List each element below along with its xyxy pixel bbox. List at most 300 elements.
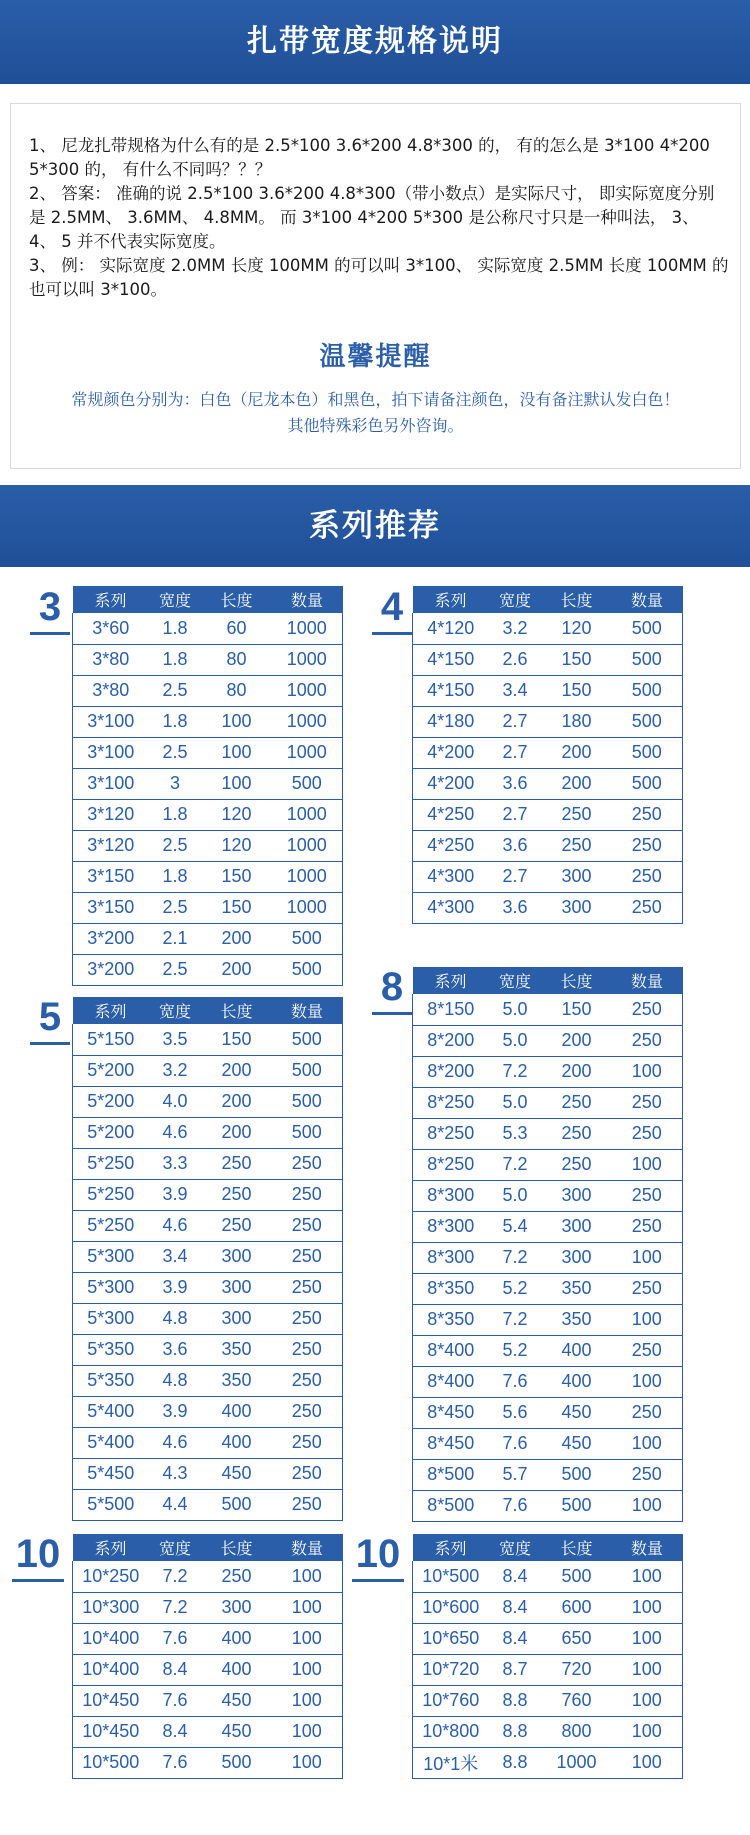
table-cell: 1000 xyxy=(272,613,343,644)
table-cell: 100 xyxy=(612,1242,683,1273)
column-header: 长度 xyxy=(202,997,272,1024)
column-header: 宽度 xyxy=(149,1534,202,1561)
table-cell: 250 xyxy=(272,1458,343,1489)
table-row xyxy=(413,1716,683,1747)
table-cell: 100 xyxy=(202,768,272,799)
table-cell: 100 xyxy=(202,706,272,737)
info-panel xyxy=(10,103,741,469)
table-cell: 1000 xyxy=(272,644,343,675)
table-row xyxy=(73,1148,343,1179)
tips-title: 温馨提醒 xyxy=(319,342,432,372)
table-cell: 250 xyxy=(612,861,683,892)
tips-line-1: 常规颜色分别为：白色（尼龙本色）和黑色，拍下请备注颜色，没有备注默认发白色！ xyxy=(71,390,680,409)
faq-item-3: 3、 例： 实际宽度 2.0MM 长度 100MM 的可以叫 3*100、 实际宽度 2.5MM 长度 100MM 的也可以叫 3*100。 xyxy=(29,256,729,299)
table-cell: 2.5 xyxy=(149,830,202,861)
table-cell: 5.2 xyxy=(489,1273,542,1304)
table-header-row xyxy=(73,1534,343,1561)
table-row xyxy=(413,892,683,923)
table-cell: 2.7 xyxy=(489,706,542,737)
table-cell: 4*200 xyxy=(413,768,489,799)
table-cell: 8*150 xyxy=(413,994,489,1025)
table-cell: 3.4 xyxy=(489,675,542,706)
table-cell: 250 xyxy=(612,1180,683,1211)
table-cell: 250 xyxy=(542,1118,612,1149)
table-cell: 500 xyxy=(272,1086,343,1117)
table-cell: 5*350 xyxy=(73,1365,149,1396)
column-header: 长度 xyxy=(542,586,612,613)
table-cell: 8*350 xyxy=(413,1304,489,1335)
table-cell: 3*100 xyxy=(73,706,149,737)
table-cell: 3*150 xyxy=(73,892,149,923)
table-cell: 300 xyxy=(542,892,612,923)
table-cell: 100 xyxy=(612,1149,683,1180)
table-cell: 4*200 xyxy=(413,737,489,768)
table-cell: 250 xyxy=(272,1179,343,1210)
table-cell: 180 xyxy=(542,706,612,737)
table-cell: 3*200 xyxy=(73,954,149,985)
table-row xyxy=(413,1273,683,1304)
table-cell: 400 xyxy=(542,1366,612,1397)
table-cell: 8*350 xyxy=(413,1273,489,1304)
table-cell: 120 xyxy=(202,799,272,830)
table-cell: 8*450 xyxy=(413,1397,489,1428)
table-cell: 300 xyxy=(202,1303,272,1334)
table-row xyxy=(413,1149,683,1180)
table-cell: 10*800 xyxy=(413,1716,489,1747)
table-cell: 250 xyxy=(612,799,683,830)
column-header: 数量 xyxy=(612,1534,683,1561)
table-row xyxy=(413,1025,683,1056)
table-cell: 8.4 xyxy=(489,1623,542,1654)
table-cell: 10*650 xyxy=(413,1623,489,1654)
table-cell: 1000 xyxy=(542,1747,612,1778)
table-cell: 10*450 xyxy=(73,1716,149,1747)
table-cell: 3*80 xyxy=(73,675,149,706)
table-cell: 200 xyxy=(202,1055,272,1086)
table-row xyxy=(73,1365,343,1396)
table-cell: 10*450 xyxy=(73,1685,149,1716)
table-cell: 2.5 xyxy=(149,675,202,706)
table-cell: 5*250 xyxy=(73,1179,149,1210)
table-cell: 8*200 xyxy=(413,1056,489,1087)
table-cell: 250 xyxy=(612,892,683,923)
table-cell: 5*200 xyxy=(73,1055,149,1086)
table-cell: 760 xyxy=(542,1685,612,1716)
spec-table-series-3 xyxy=(72,586,343,986)
table-cell: 100 xyxy=(612,1747,683,1778)
table-cell: 4*300 xyxy=(413,892,489,923)
table-cell: 250 xyxy=(272,1272,343,1303)
table-cell: 10*600 xyxy=(413,1592,489,1623)
table-cell: 8*300 xyxy=(413,1242,489,1273)
table-cell: 500 xyxy=(542,1490,612,1521)
table-row xyxy=(413,1561,683,1592)
table-cell: 3.6 xyxy=(489,768,542,799)
table-row xyxy=(413,675,683,706)
table-cell: 1000 xyxy=(272,799,343,830)
table-cell: 8.4 xyxy=(149,1654,202,1685)
table-cell: 10*400 xyxy=(73,1623,149,1654)
table-row xyxy=(73,1623,343,1654)
table-cell: 250 xyxy=(612,1025,683,1056)
table-cell: 2.7 xyxy=(489,799,542,830)
tips-text xyxy=(11,387,740,439)
table-cell: 4*300 xyxy=(413,861,489,892)
table-cell: 2.7 xyxy=(489,861,542,892)
column-header: 数量 xyxy=(272,997,343,1024)
table-cell: 10*400 xyxy=(73,1654,149,1685)
table-cell: 250 xyxy=(202,1561,272,1592)
table-cell: 500 xyxy=(272,768,343,799)
table-cell: 250 xyxy=(272,1396,343,1427)
table-row xyxy=(413,1335,683,1366)
table-cell: 2.6 xyxy=(489,644,542,675)
table-cell: 300 xyxy=(542,1242,612,1273)
table-cell: 7.2 xyxy=(149,1561,202,1592)
table-row xyxy=(73,768,343,799)
table-cell: 1000 xyxy=(272,830,343,861)
series-number xyxy=(372,965,412,1009)
faq-item-2: 2、 答案： 准确的说 2.5*100 3.6*200 4.8*300（带小数点）是实际尺寸， 即实际宽度分别是 2.5MM、 3.6MM、 4.8MM。 而 3*100 4*200 5*300 是公称尺寸只是一种叫法， 3、 4、 5 并不代表实际宽度。 xyxy=(29,184,715,251)
table-row xyxy=(413,1747,683,1778)
table-row xyxy=(413,830,683,861)
table-cell: 250 xyxy=(202,1179,272,1210)
table-cell: 100 xyxy=(612,1716,683,1747)
table-cell: 4*150 xyxy=(413,644,489,675)
table-row xyxy=(73,954,343,985)
table-cell: 100 xyxy=(272,1654,343,1685)
table-header-row xyxy=(413,967,683,994)
table-cell: 350 xyxy=(542,1304,612,1335)
table-cell: 1.8 xyxy=(149,644,202,675)
table-cell: 150 xyxy=(202,861,272,892)
table-cell: 8*250 xyxy=(413,1118,489,1149)
table-cell: 400 xyxy=(542,1335,612,1366)
table-row xyxy=(73,1427,343,1458)
table-cell: 5*200 xyxy=(73,1086,149,1117)
table-cell: 100 xyxy=(272,1561,343,1592)
series-number-label: 4 xyxy=(380,585,404,629)
column-header: 长度 xyxy=(542,1534,612,1561)
table-cell: 250 xyxy=(542,830,612,861)
table-cell: 500 xyxy=(272,1117,343,1148)
table-cell: 250 xyxy=(612,1211,683,1242)
table-row xyxy=(73,1458,343,1489)
table-cell: 10*500 xyxy=(413,1561,489,1592)
column-header: 系列 xyxy=(413,586,489,613)
column-header: 数量 xyxy=(612,586,683,613)
table-cell: 1.8 xyxy=(149,706,202,737)
table-row xyxy=(73,1272,343,1303)
table-cell: 1000 xyxy=(272,892,343,923)
table-row xyxy=(73,1210,343,1241)
column-header: 数量 xyxy=(612,967,683,994)
series-number xyxy=(12,1532,64,1576)
table-row xyxy=(73,1334,343,1365)
table-cell: 8*250 xyxy=(413,1087,489,1118)
table-cell: 100 xyxy=(612,1561,683,1592)
table-cell: 5*300 xyxy=(73,1303,149,1334)
table-row xyxy=(73,1747,343,1778)
table-cell: 7.2 xyxy=(489,1149,542,1180)
table-cell: 5.4 xyxy=(489,1211,542,1242)
column-header: 系列 xyxy=(73,1534,149,1561)
table-cell: 5*250 xyxy=(73,1148,149,1179)
table-cell: 100 xyxy=(612,1304,683,1335)
spec-table-series-10 xyxy=(412,1534,683,1779)
table-cell: 3.6 xyxy=(489,830,542,861)
table-cell: 500 xyxy=(202,1489,272,1520)
table-row xyxy=(73,706,343,737)
table-cell: 2.5 xyxy=(149,954,202,985)
table-cell: 7.6 xyxy=(149,1685,202,1716)
table-cell: 8*300 xyxy=(413,1180,489,1211)
table-cell: 800 xyxy=(542,1716,612,1747)
table-cell: 10*500 xyxy=(73,1747,149,1778)
table-cell: 100 xyxy=(612,1623,683,1654)
table-cell: 250 xyxy=(542,1149,612,1180)
table-cell: 350 xyxy=(542,1273,612,1304)
spec-table-series-8 xyxy=(412,967,683,1522)
faq-section xyxy=(29,134,729,302)
table-cell: 100 xyxy=(612,1428,683,1459)
table-cell: 8.4 xyxy=(489,1592,542,1623)
table-cell: 200 xyxy=(202,923,272,954)
table-cell: 250 xyxy=(612,1397,683,1428)
table-cell: 120 xyxy=(542,613,612,644)
table-cell: 250 xyxy=(272,1334,343,1365)
table-row xyxy=(413,1397,683,1428)
table-cell: 200 xyxy=(202,1117,272,1148)
series-number xyxy=(352,1532,404,1576)
table-cell: 8*400 xyxy=(413,1335,489,1366)
table-row xyxy=(73,799,343,830)
table-row xyxy=(413,861,683,892)
series-number-label: 5 xyxy=(38,995,62,1039)
table-cell: 3*120 xyxy=(73,830,149,861)
table-cell: 80 xyxy=(202,675,272,706)
table-cell: 300 xyxy=(542,1211,612,1242)
series-number xyxy=(30,995,70,1039)
table-cell: 350 xyxy=(202,1334,272,1365)
table-cell: 2.5 xyxy=(149,737,202,768)
table-cell: 500 xyxy=(612,706,683,737)
table-header-row xyxy=(413,1534,683,1561)
table-cell: 5.3 xyxy=(489,1118,542,1149)
table-cell: 250 xyxy=(272,1365,343,1396)
table-cell: 450 xyxy=(202,1685,272,1716)
table-cell: 8*200 xyxy=(413,1025,489,1056)
table-cell: 10*760 xyxy=(413,1685,489,1716)
table-cell: 250 xyxy=(612,1087,683,1118)
series-number-underline xyxy=(30,632,70,635)
table-row xyxy=(73,1685,343,1716)
table-row xyxy=(73,923,343,954)
column-header: 宽度 xyxy=(489,586,542,613)
table-cell: 10*300 xyxy=(73,1592,149,1623)
table-cell: 1.8 xyxy=(149,799,202,830)
table-cell: 3.2 xyxy=(149,1055,202,1086)
table-cell: 7.6 xyxy=(149,1747,202,1778)
table-cell: 8.4 xyxy=(489,1561,542,1592)
table-cell: 100 xyxy=(612,1654,683,1685)
table-header-row xyxy=(73,586,343,613)
table-row xyxy=(413,1242,683,1273)
table-row xyxy=(73,1396,343,1427)
table-row xyxy=(413,706,683,737)
spec-table-series-5 xyxy=(72,997,343,1521)
series-number-label: 3 xyxy=(38,585,62,629)
column-header: 系列 xyxy=(73,586,149,613)
table-cell: 8.8 xyxy=(489,1747,542,1778)
table-row xyxy=(73,1179,343,1210)
table-cell: 3.5 xyxy=(149,1024,202,1055)
table-cell: 400 xyxy=(202,1427,272,1458)
table-cell: 350 xyxy=(202,1365,272,1396)
table-cell: 5*250 xyxy=(73,1210,149,1241)
series-number xyxy=(372,585,412,629)
table-cell: 10*720 xyxy=(413,1654,489,1685)
table-cell: 5.0 xyxy=(489,1025,542,1056)
series-header-title: 系列推荐 xyxy=(309,508,441,544)
table-row xyxy=(413,1428,683,1459)
table-cell: 400 xyxy=(202,1654,272,1685)
series-number-underline xyxy=(372,632,412,635)
table-cell: 1000 xyxy=(272,861,343,892)
table-cell: 450 xyxy=(202,1458,272,1489)
table-cell: 8*250 xyxy=(413,1149,489,1180)
table-row xyxy=(73,613,343,644)
table-cell: 3*100 xyxy=(73,768,149,799)
table-row xyxy=(73,644,343,675)
table-cell: 3*100 xyxy=(73,737,149,768)
table-row xyxy=(413,1654,683,1685)
series-number-label: 10 xyxy=(15,1532,61,1576)
table-cell: 250 xyxy=(612,1459,683,1490)
table-cell: 80 xyxy=(202,644,272,675)
table-row xyxy=(413,737,683,768)
table-cell: 100 xyxy=(612,1056,683,1087)
table-cell: 1.8 xyxy=(149,613,202,644)
table-row xyxy=(413,1459,683,1490)
table-cell: 8*300 xyxy=(413,1211,489,1242)
table-cell: 300 xyxy=(542,1180,612,1211)
table-cell: 200 xyxy=(542,768,612,799)
table-cell: 3.9 xyxy=(149,1396,202,1427)
table-cell: 250 xyxy=(202,1210,272,1241)
table-cell: 10*1米 xyxy=(413,1747,489,1778)
table-cell: 4.6 xyxy=(149,1210,202,1241)
table-cell: 250 xyxy=(272,1427,343,1458)
table-cell: 3*200 xyxy=(73,923,149,954)
table-cell: 5*400 xyxy=(73,1427,149,1458)
table-cell: 150 xyxy=(542,994,612,1025)
table-cell: 1000 xyxy=(272,737,343,768)
spec-table-series-4 xyxy=(412,586,683,924)
table-cell: 250 xyxy=(202,1148,272,1179)
table-row xyxy=(73,1489,343,1520)
table-cell: 500 xyxy=(612,644,683,675)
table-cell: 8*500 xyxy=(413,1459,489,1490)
table-row xyxy=(73,675,343,706)
spec-header-banner xyxy=(0,0,750,84)
table-cell: 8*500 xyxy=(413,1490,489,1521)
table-cell: 3*60 xyxy=(73,613,149,644)
table-cell: 200 xyxy=(542,1025,612,1056)
table-cell: 3.3 xyxy=(149,1148,202,1179)
table-cell: 8.7 xyxy=(489,1654,542,1685)
table-cell: 2.1 xyxy=(149,923,202,954)
series-number-underline xyxy=(30,1042,70,1045)
table-cell: 7.6 xyxy=(149,1623,202,1654)
table-row xyxy=(73,1241,343,1272)
table-row xyxy=(73,737,343,768)
table-cell: 5*450 xyxy=(73,1458,149,1489)
table-cell: 100 xyxy=(272,1747,343,1778)
table-cell: 250 xyxy=(272,1210,343,1241)
table-row xyxy=(413,1087,683,1118)
table-cell: 300 xyxy=(202,1592,272,1623)
table-row xyxy=(413,994,683,1025)
table-cell: 5*500 xyxy=(73,1489,149,1520)
table-cell: 3.9 xyxy=(149,1272,202,1303)
table-cell: 3.6 xyxy=(489,892,542,923)
table-cell: 7.2 xyxy=(489,1304,542,1335)
table-cell: 200 xyxy=(542,737,612,768)
table-cell: 60 xyxy=(202,613,272,644)
table-row xyxy=(73,830,343,861)
table-cell: 500 xyxy=(272,954,343,985)
table-row xyxy=(73,861,343,892)
table-cell: 2.7 xyxy=(489,737,542,768)
table-cell: 400 xyxy=(202,1396,272,1427)
table-cell: 100 xyxy=(272,1685,343,1716)
series-number-underline xyxy=(352,1579,404,1582)
table-cell: 500 xyxy=(612,737,683,768)
table-cell: 5.0 xyxy=(489,1180,542,1211)
table-cell: 7.6 xyxy=(489,1366,542,1397)
table-cell: 500 xyxy=(272,923,343,954)
table-cell: 150 xyxy=(202,1024,272,1055)
table-cell: 8.8 xyxy=(489,1716,542,1747)
table-cell: 4*120 xyxy=(413,613,489,644)
table-cell: 500 xyxy=(542,1561,612,1592)
column-header: 长度 xyxy=(202,1534,272,1561)
table-cell: 5.7 xyxy=(489,1459,542,1490)
table-cell: 500 xyxy=(272,1024,343,1055)
table-cell: 250 xyxy=(542,799,612,830)
table-cell: 250 xyxy=(272,1489,343,1520)
series-number-label: 8 xyxy=(380,965,404,1009)
table-cell: 5*300 xyxy=(73,1241,149,1272)
table-cell: 7.6 xyxy=(489,1490,542,1521)
column-header: 长度 xyxy=(542,967,612,994)
table-cell: 500 xyxy=(272,1055,343,1086)
table-cell: 250 xyxy=(612,1118,683,1149)
table-row xyxy=(73,1055,343,1086)
table-cell: 3*80 xyxy=(73,644,149,675)
table-row xyxy=(413,1118,683,1149)
table-row xyxy=(413,768,683,799)
column-header: 长度 xyxy=(202,586,272,613)
table-cell: 100 xyxy=(612,1490,683,1521)
column-header: 宽度 xyxy=(489,967,542,994)
table-cell: 100 xyxy=(202,737,272,768)
table-cell: 5.6 xyxy=(489,1397,542,1428)
table-row xyxy=(413,1623,683,1654)
table-cell: 1000 xyxy=(272,675,343,706)
table-cell: 250 xyxy=(272,1303,343,1334)
